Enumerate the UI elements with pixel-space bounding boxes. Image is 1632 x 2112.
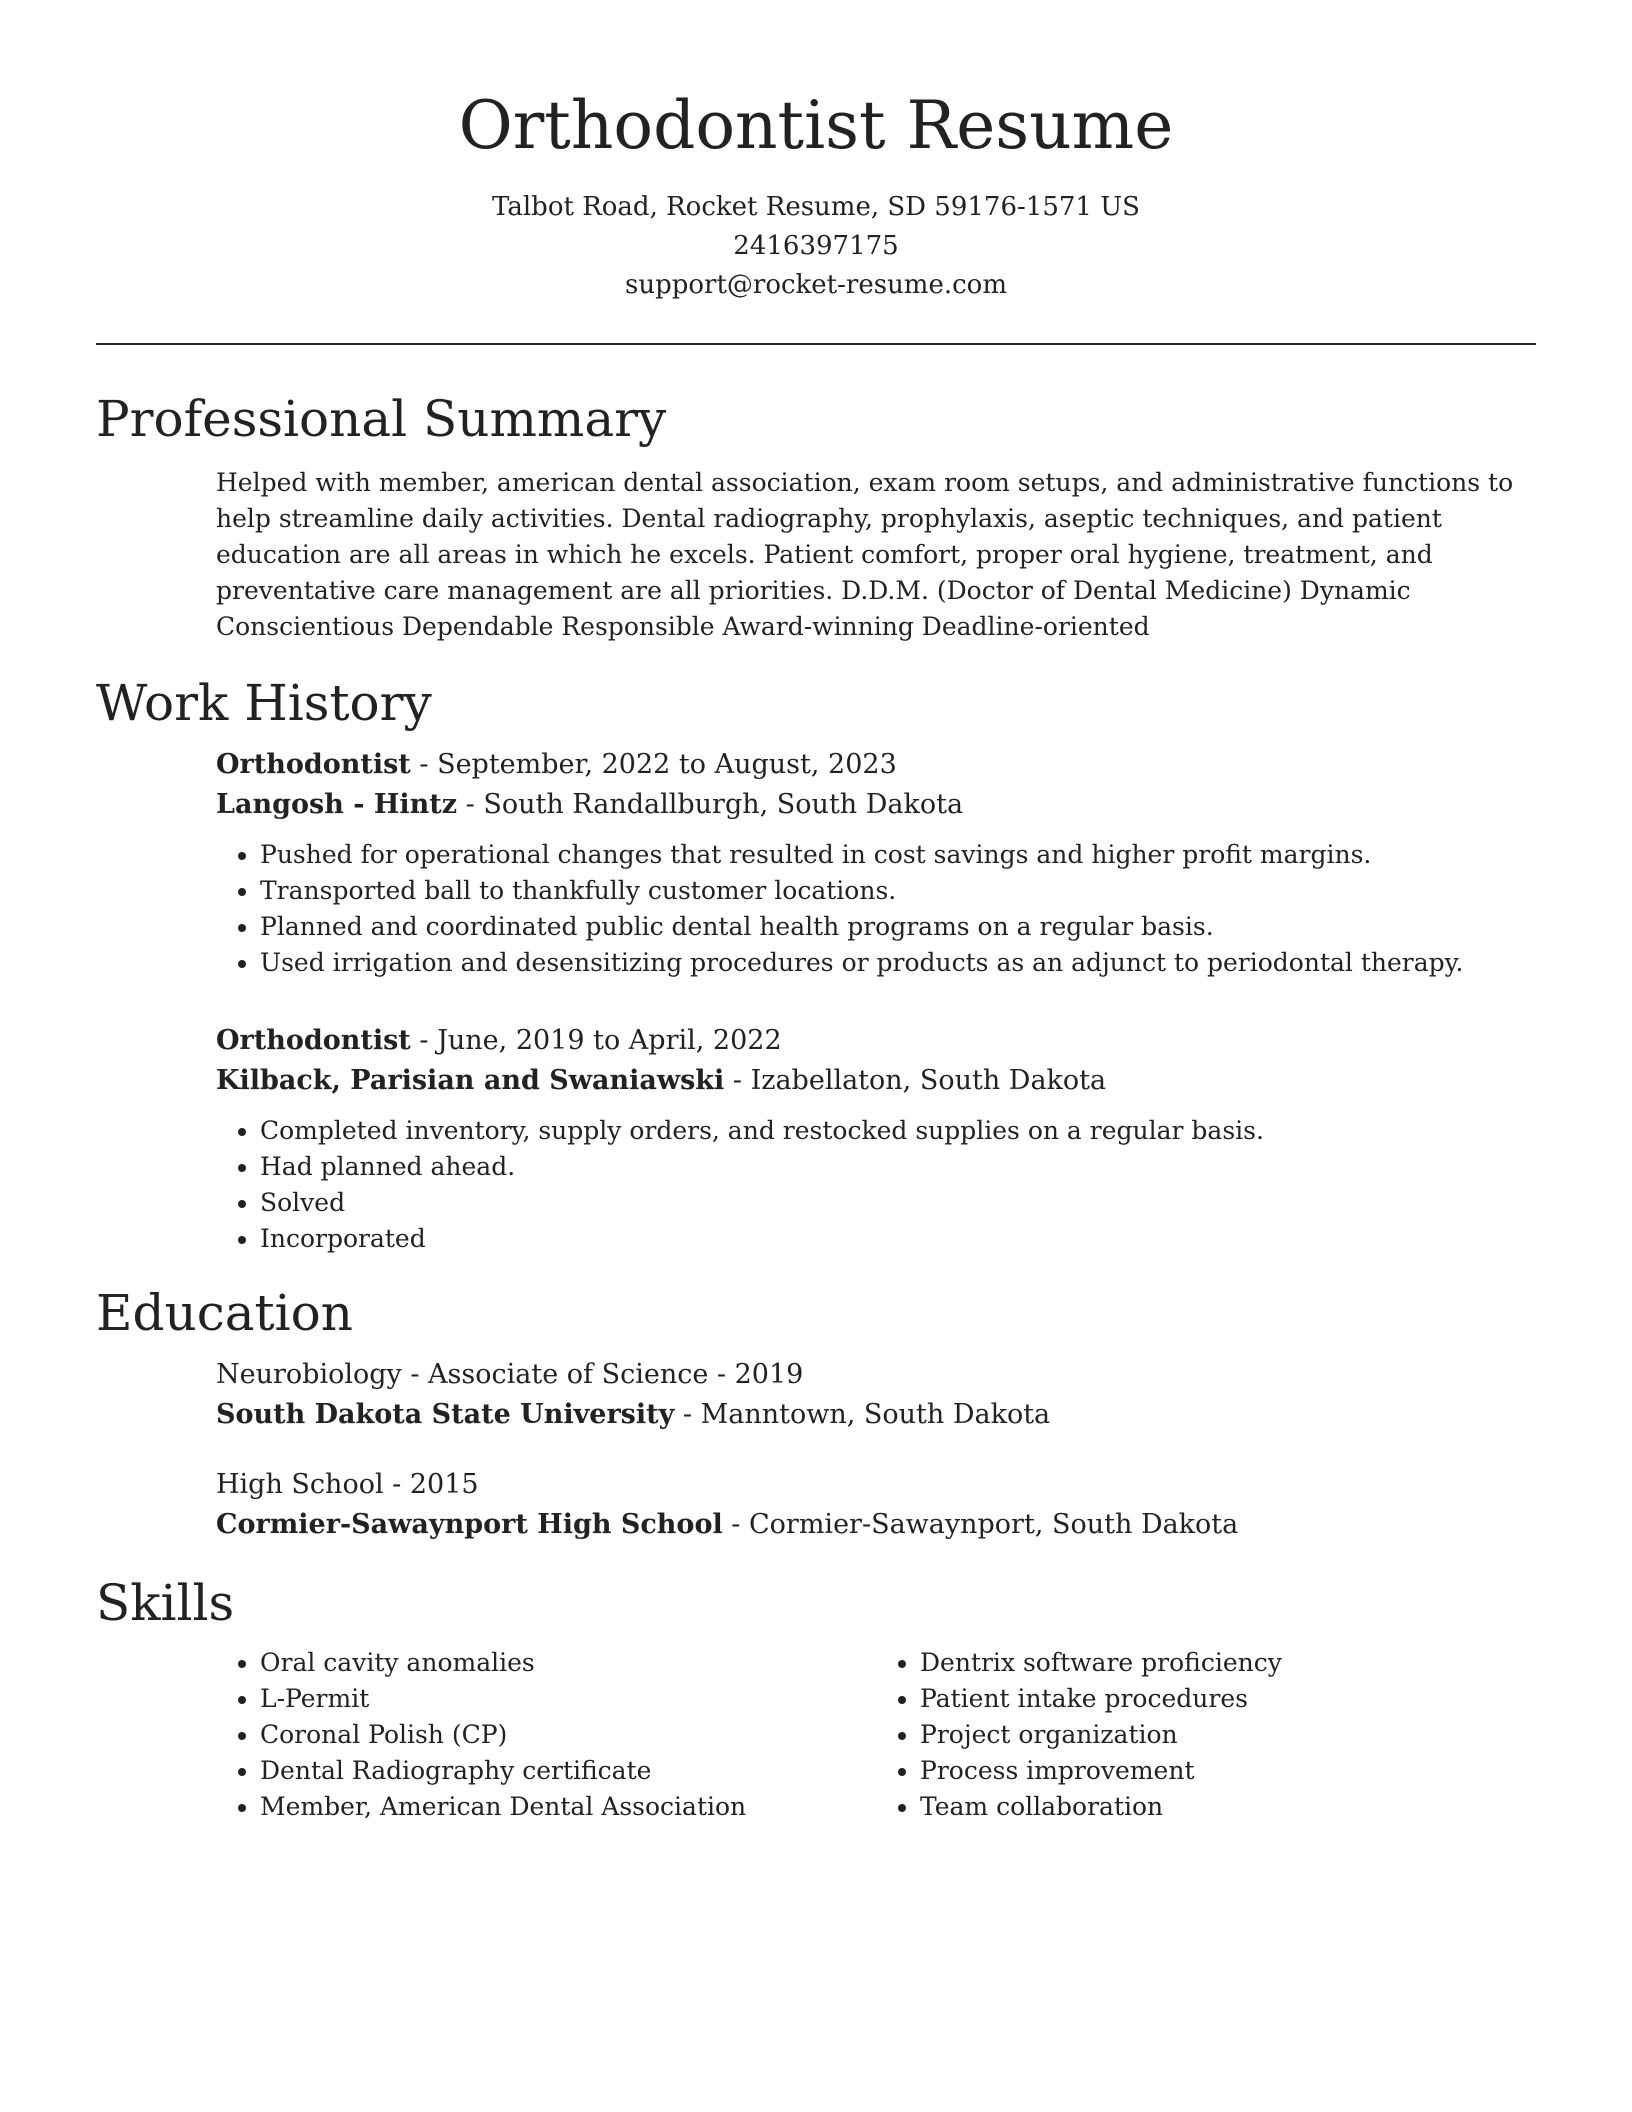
education-location: - Manntown, South Dakota bbox=[674, 1399, 1051, 1430]
skill-item: • Oral cavity anomalies bbox=[260, 1645, 876, 1681]
skill-item: • L-Permit bbox=[260, 1681, 876, 1717]
job-title: Orthodontist bbox=[216, 749, 411, 780]
skill-item: • Patient intake procedures bbox=[920, 1681, 1536, 1717]
job-bullet: • Incorporated bbox=[260, 1221, 1536, 1257]
job-bullet: • Had planned ahead. bbox=[260, 1149, 1536, 1185]
job-bullet: • Completed inventory, supply orders, and restocked supplies on a regular basis. bbox=[260, 1113, 1536, 1149]
skills-heading: Skills bbox=[96, 1574, 235, 1632]
education-degree: High School - 2015 bbox=[216, 1469, 479, 1500]
summary-section bbox=[96, 387, 1536, 645]
job-entry bbox=[216, 1021, 1536, 1257]
job-location: - Izabellaton, South Dakota bbox=[724, 1065, 1107, 1096]
job-dates: - September, 2022 to August, 2023 bbox=[410, 749, 897, 780]
contact-address: Talbot Road, Rocket Resume, SD 59176-1571 US bbox=[492, 192, 1140, 222]
education-heading: Education bbox=[96, 1284, 353, 1342]
header-divider bbox=[96, 343, 1536, 345]
skill-item: • Process improvement bbox=[920, 1753, 1536, 1789]
job-dates: - June, 2019 to April, 2022 bbox=[410, 1025, 782, 1056]
job-bullet: • Solved bbox=[260, 1185, 1536, 1221]
education-location: - Cormier-Sawaynport, South Dakota bbox=[722, 1509, 1239, 1540]
job-company: Kilback, Parisian and Swaniawski bbox=[216, 1065, 725, 1096]
resume-header bbox=[96, 86, 1536, 305]
education-degree: Neurobiology - Associate of Science - 2019 bbox=[216, 1359, 804, 1390]
job-bullets bbox=[216, 837, 1536, 981]
summary-text: Helped with member, american dental association, exam room setups, and administrative functions to help streamline daily activities. Dental radiography, prophylaxis, aseptic techniques, and patient education are all areas in which he excels. Patient comfort, proper oral hygiene, treatment, and preventative care management are all priorities. D.D.M. (Doctor of Dental Medicine) Dynamic Conscientious Dependable Responsible Award-winning Deadline-oriented bbox=[216, 468, 1514, 641]
job-bullet: • Pushed for operational changes that resulted in cost savings and higher profit margins. bbox=[260, 837, 1536, 873]
job-bullet: • Used irrigation and desensitizing procedures or products as an adjunct to periodontal therapy. bbox=[260, 945, 1536, 981]
skill-item: • Team collaboration bbox=[920, 1789, 1536, 1825]
job-company-line bbox=[216, 1061, 1536, 1101]
job-title-line bbox=[216, 1021, 1536, 1061]
page-title: Orthodontist Resume bbox=[458, 87, 1174, 164]
education-school-line bbox=[216, 1505, 1536, 1545]
skills-list-left bbox=[216, 1645, 876, 1825]
job-company-line bbox=[216, 785, 1536, 825]
skill-item: • Dental Radiography certificate bbox=[260, 1753, 876, 1789]
education-section bbox=[96, 1281, 1536, 1545]
skill-item: • Member, American Dental Association bbox=[260, 1789, 876, 1825]
contact-info bbox=[96, 188, 1536, 305]
skill-item: • Dentrix software proficiency bbox=[920, 1645, 1536, 1681]
job-title-line bbox=[216, 745, 1536, 785]
skills-list-right bbox=[876, 1645, 1536, 1825]
work-history-heading: Work History bbox=[96, 674, 432, 732]
job-bullet: • Transported ball to thankfully customer locations. bbox=[260, 873, 1536, 909]
education-school: South Dakota State University bbox=[216, 1399, 675, 1430]
job-company: Langosh - Hintz bbox=[216, 789, 458, 820]
summary-heading: Professional Summary bbox=[96, 390, 667, 448]
education-school: Cormier-Sawaynport High School bbox=[216, 1509, 723, 1540]
skill-item: • Project organization bbox=[920, 1717, 1536, 1753]
contact-email: support@rocket-resume.com bbox=[624, 270, 1007, 300]
contact-phone: 2416397175 bbox=[733, 231, 899, 261]
education-entry bbox=[216, 1355, 1536, 1435]
job-location: - South Randallburgh, South Dakota bbox=[457, 789, 964, 820]
job-entry bbox=[216, 745, 1536, 981]
education-school-line bbox=[216, 1395, 1536, 1435]
work-history-section bbox=[96, 671, 1536, 1257]
job-bullets bbox=[216, 1113, 1536, 1257]
skill-item: • Coronal Polish (CP) bbox=[260, 1717, 876, 1753]
job-bullet: • Planned and coordinated public dental health programs on a regular basis. bbox=[260, 909, 1536, 945]
skills-section bbox=[96, 1571, 1536, 1825]
education-entry bbox=[216, 1465, 1536, 1545]
skills-columns bbox=[216, 1645, 1536, 1825]
job-title: Orthodontist bbox=[216, 1025, 411, 1056]
